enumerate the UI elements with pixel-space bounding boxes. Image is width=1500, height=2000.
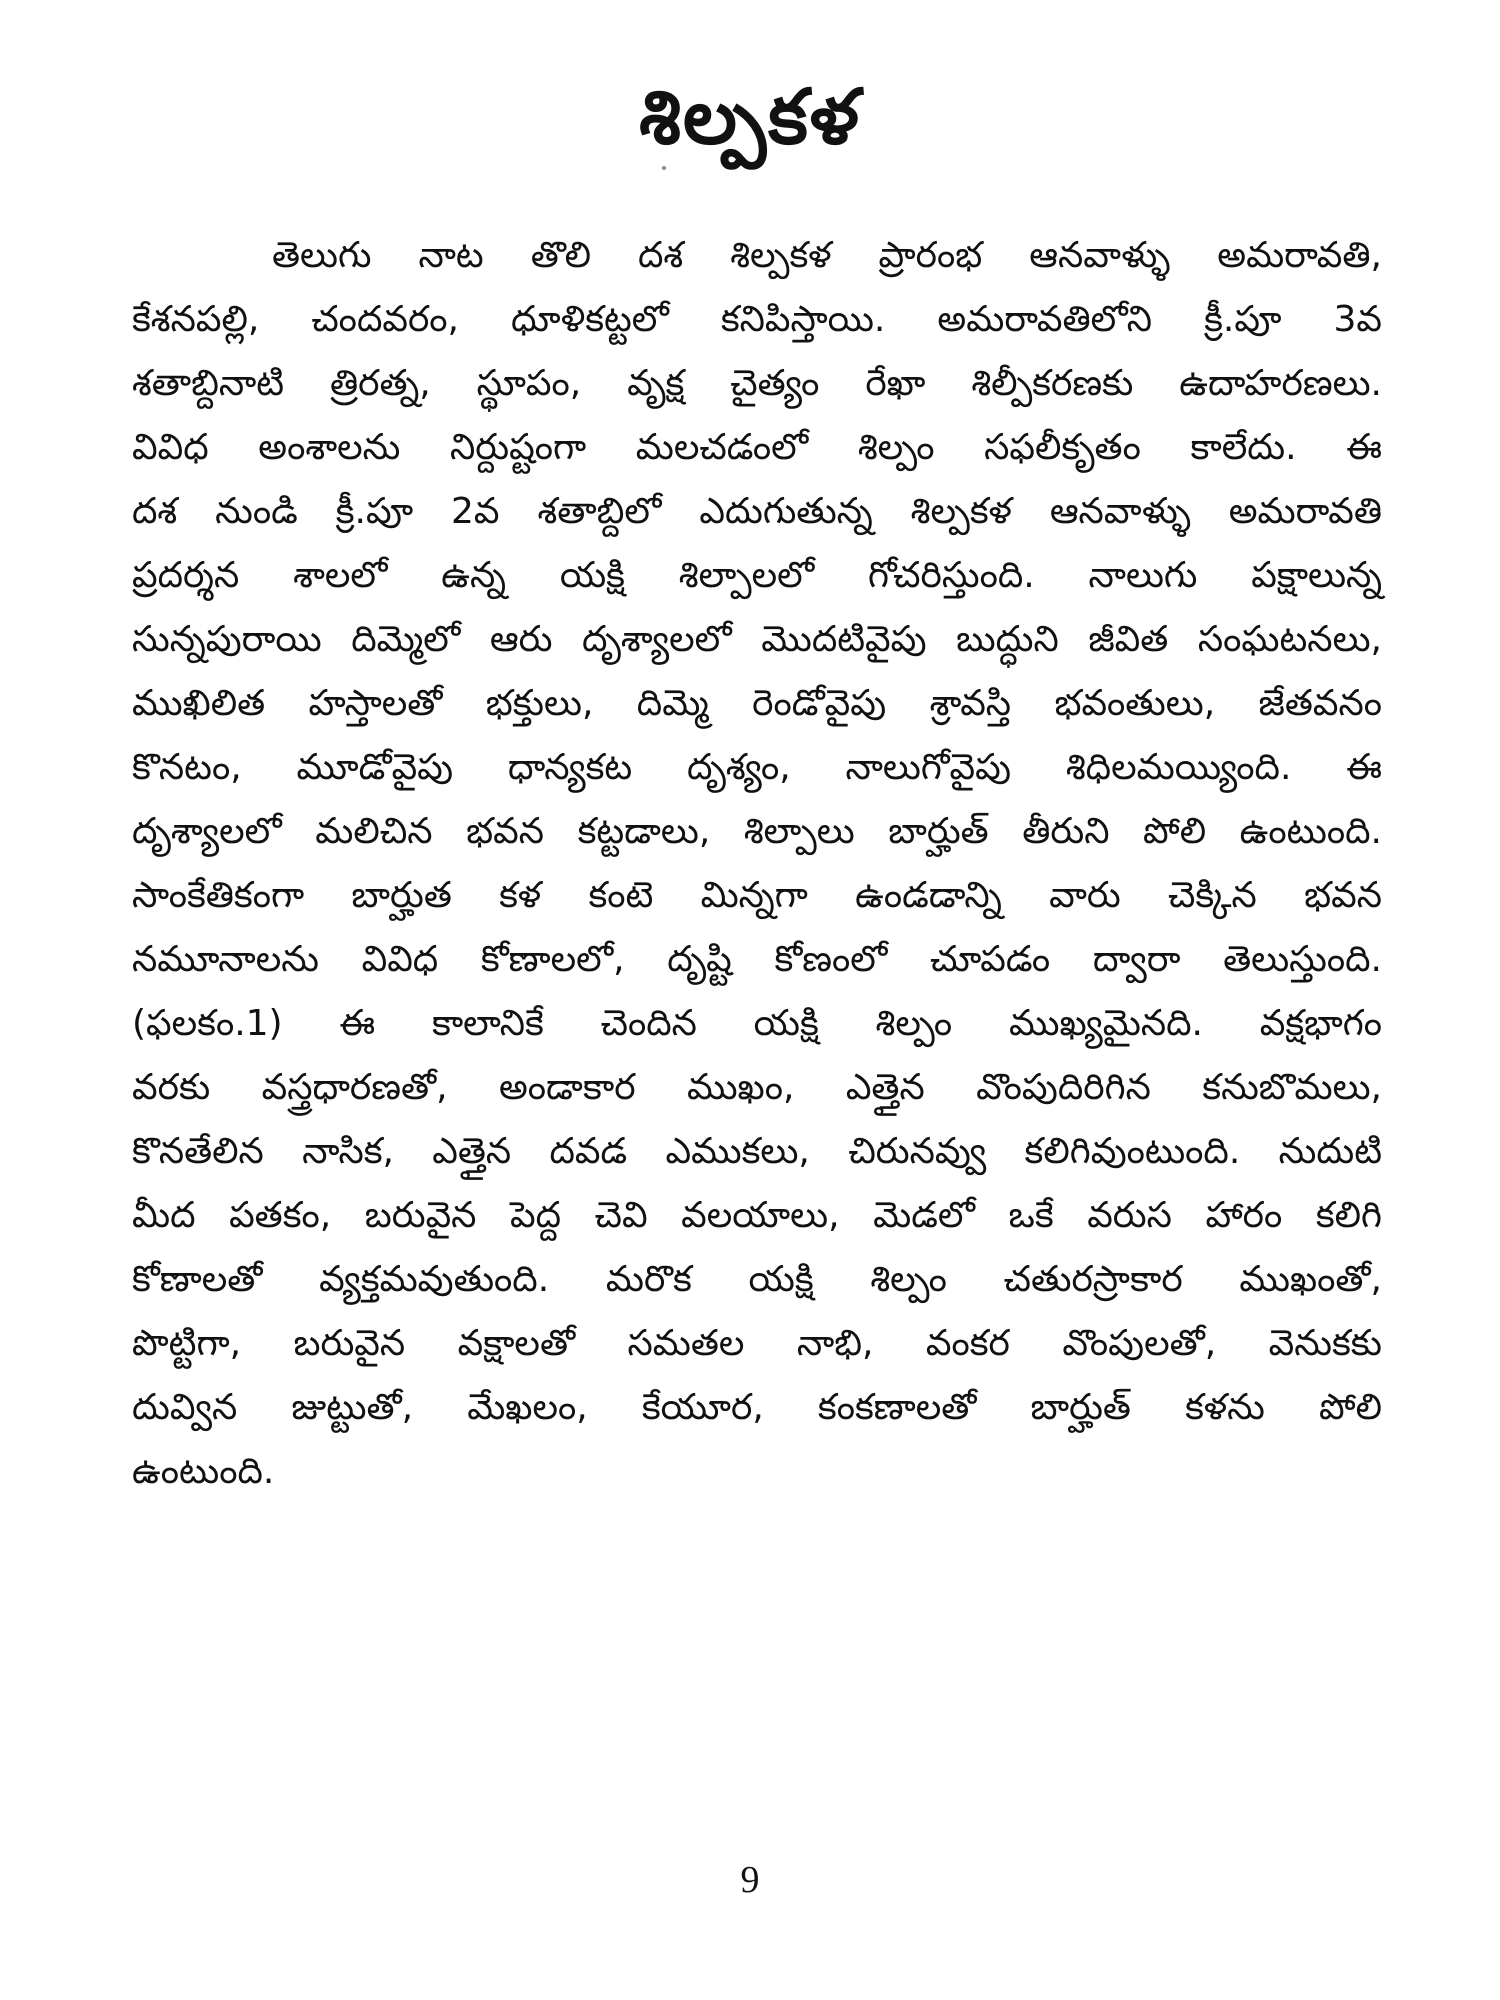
paragraph-line: కొనటం, మూడోవైపు ధాన్యకట దృశ్యం, నాలుగోవైపు శిధిలమయ్యింది. ఈ	[132, 747, 1382, 788]
paragraph-line: వివిధ అంశాలను నిర్దుష్టంగా మలచడంలో శిల్పం సఫలీకృతం కాలేదు. ఈ	[132, 427, 1382, 468]
scan-speck	[662, 166, 666, 170]
page-title: శిల్పకళ	[639, 72, 861, 161]
paragraph-line: దశ నుండి క్రీ.పూ 2వ శతాబ్దిలో ఎదుగుతున్న శిల్పకళ ఆనవాళ్ళు అమరావతి	[132, 491, 1382, 532]
paragraph-line: దృశ్యాలలో మలిచిన భవన కట్టడాలు, శిల్పాలు బార్హుత్ తీరుని పోలి ఉంటుంది.	[132, 811, 1382, 852]
paragraph-line: శతాబ్దినాటి త్రిరత్న, స్థూపం, వృక్ష చైత్యం రేఖా శిల్పీకరణకు ఉదాహరణలు.	[132, 363, 1382, 404]
paragraph-line: ప్రదర్శన శాలలో ఉన్న యక్షి శిల్పాలలో గోచరిస్తుంది. నాలుగు పక్షాలున్న	[132, 555, 1382, 596]
paragraph-line: దువ్విన జుట్టుతో, మేఖలం, కేయూర, కంకణాలతో బార్హుత్ కళను పోలి	[132, 1387, 1382, 1428]
paragraph-line: కొనతేలిన నాసిక, ఎత్తైన దవడ ఎముకలు, చిరునవ్వు కలిగివుంటుంది. నుదుటి	[132, 1131, 1382, 1172]
paragraph-line: సాంకేతికంగా బార్హుత కళ కంటె మిన్నగా ఉండడాన్ని వారు చెక్కిన భవన	[132, 875, 1382, 916]
page-number: 9	[740, 1859, 760, 1901]
paragraph-line: కోణాలతో వ్యక్తమవుతుంది. మరొక యక్షి శిల్పం చతురస్రాకార ముఖంతో,	[132, 1259, 1382, 1300]
paragraph-line: సున్నపురాయి దిమ్మెలో ఆరు దృశ్యాలలో మొదటివైపు బుద్ధుని జీవిత సంఘటనలు,	[132, 619, 1382, 660]
paragraph-line: వరకు వస్త్రధారణతో, అండాకార ముఖం, ఎత్తైన వొంపుదిరిగిన కనుబొమలు,	[132, 1067, 1382, 1108]
paragraph-line: కేశనపల్లి, చందవరం, ధూళికట్టలో కనిపిస్తాయి. అమరావతిలోని క్రీ.పూ 3వ	[132, 299, 1382, 340]
paragraph-line: నమూనాలను వివిధ కోణాలలో, దృష్టి కోణంలో చూపడం ద్వారా తెలుస్తుంది.	[132, 939, 1382, 980]
paragraph-line: ముఖిలిత హస్తాలతో భక్తులు, దిమ్మె రెండోవైపు శ్రావస్తి భవంతులు, జేతవనం	[132, 683, 1382, 724]
paragraph-line: పొట్టిగా, బరువైన వక్షాలతో సమతల నాభి, వంకర వొంపులతో, వెనుకకు	[132, 1323, 1382, 1364]
paragraph-line: (ఫలకం.1) ఈ కాలానికే చెందిన యక్షి శిల్పం ముఖ్యమైనది. వక్షభాగం	[132, 1003, 1382, 1044]
body-paragraph	[132, 224, 1382, 1504]
paragraph-line: ఉంటుంది.	[132, 1451, 275, 1492]
paragraph-line: మీద పతకం, బరువైన పెద్ద చెవి వలయాలు, మెడలో ఒకే వరుస హారం కలిగి	[132, 1195, 1382, 1236]
paragraph-line: తెలుగు నాట తొలి దశ శిల్పకళ ప్రారంభ ఆనవాళ్ళు అమరావతి,	[272, 235, 1382, 276]
